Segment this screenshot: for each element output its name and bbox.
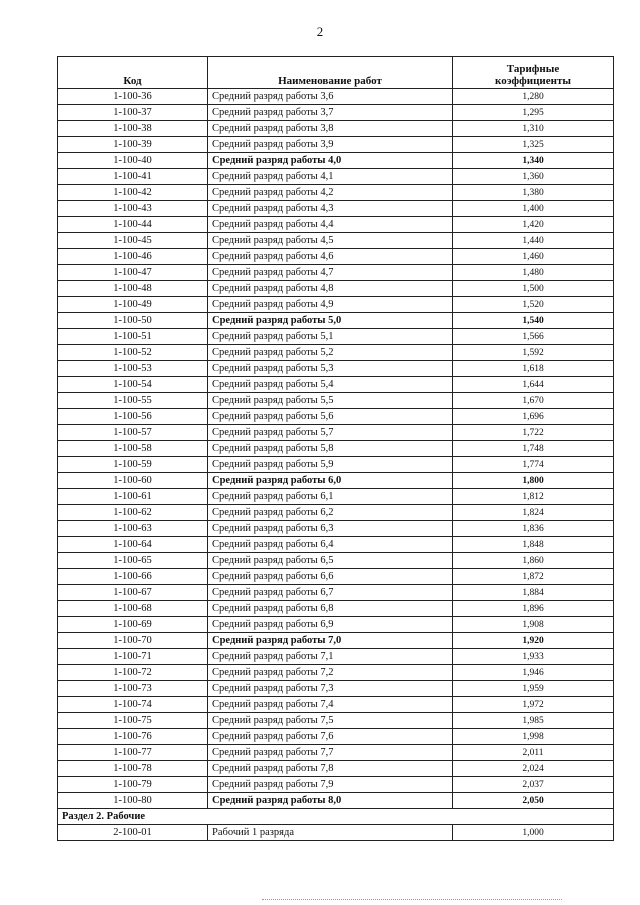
- table-row: [58, 393, 614, 409]
- table-row: [58, 345, 614, 361]
- table-row: [58, 457, 614, 473]
- table-row: [58, 745, 614, 761]
- row-name: Средний разряд работы 8,0: [208, 793, 453, 809]
- row-name: Средний разряд работы 6,9: [208, 617, 453, 633]
- row-coefficient: 1,972: [453, 697, 614, 713]
- table-row: [58, 297, 614, 313]
- table-row: [58, 585, 614, 601]
- section-row: [58, 809, 614, 825]
- row-name: Средний разряд работы 5,9: [208, 457, 453, 473]
- row-code: 1-100-64: [58, 537, 208, 553]
- row-name: Средний разряд работы 4,6: [208, 249, 453, 265]
- row-name: Средний разряд работы 4,4: [208, 217, 453, 233]
- table-row: [58, 281, 614, 297]
- row-coefficient: 1,884: [453, 585, 614, 601]
- row-coefficient: 1,566: [453, 329, 614, 345]
- row-code: 1-100-68: [58, 601, 208, 617]
- table-row: [58, 377, 614, 393]
- row-name: Средний разряд работы 3,9: [208, 137, 453, 153]
- row-coefficient: 1,295: [453, 105, 614, 121]
- row-code: 1-100-76: [58, 729, 208, 745]
- row-name: Средний разряд работы 5,4: [208, 377, 453, 393]
- table-row: [58, 601, 614, 617]
- row-name: Средний разряд работы 3,8: [208, 121, 453, 137]
- table-row: [58, 425, 614, 441]
- row-code: 1-100-52: [58, 345, 208, 361]
- row-code: 1-100-39: [58, 137, 208, 153]
- row-coefficient: 1,896: [453, 601, 614, 617]
- row-coefficient: 1,380: [453, 185, 614, 201]
- row-code: 1-100-44: [58, 217, 208, 233]
- row-code: 1-100-67: [58, 585, 208, 601]
- row-code: 1-100-55: [58, 393, 208, 409]
- row-code: 1-100-38: [58, 121, 208, 137]
- row-name: Средний разряд работы 4,8: [208, 281, 453, 297]
- row-code: 1-100-58: [58, 441, 208, 457]
- row-name: Средний разряд работы 7,5: [208, 713, 453, 729]
- header-name: Наименование работ: [208, 57, 453, 89]
- row-name: Средний разряд работы 7,1: [208, 649, 453, 665]
- table-row: [58, 537, 614, 553]
- row-code: 1-100-60: [58, 473, 208, 489]
- header-coef-line1: Тарифные: [506, 63, 560, 75]
- table-row: [58, 617, 614, 633]
- row-name: Средний разряд работы 7,6: [208, 729, 453, 745]
- table-row: [58, 697, 614, 713]
- table-row: [58, 793, 614, 809]
- row-name: Средний разряд работы 5,0: [208, 313, 453, 329]
- row-coefficient: 1,836: [453, 521, 614, 537]
- table-row: [58, 361, 614, 377]
- row-code: 1-100-69: [58, 617, 208, 633]
- row-coefficient: 2,037: [453, 777, 614, 793]
- row-code: 1-100-45: [58, 233, 208, 249]
- row-code: 1-100-73: [58, 681, 208, 697]
- row-code: 1-100-77: [58, 745, 208, 761]
- table-row: [58, 473, 614, 489]
- row-code: 1-100-42: [58, 185, 208, 201]
- row-coefficient: 1,400: [453, 201, 614, 217]
- tariff-table: [57, 56, 614, 841]
- row-code: 1-100-71: [58, 649, 208, 665]
- row-code: 1-100-78: [58, 761, 208, 777]
- row-coefficient: 1,360: [453, 169, 614, 185]
- row-coefficient: 1,592: [453, 345, 614, 361]
- row-code: 1-100-65: [58, 553, 208, 569]
- row-coefficient: 1,985: [453, 713, 614, 729]
- row-code: 1-100-49: [58, 297, 208, 313]
- table-row: [58, 121, 614, 137]
- row-code: 1-100-53: [58, 361, 208, 377]
- table-row: [58, 169, 614, 185]
- row-coefficient: 1,310: [453, 121, 614, 137]
- table-row: [58, 249, 614, 265]
- row-coefficient: 1,696: [453, 409, 614, 425]
- table-row: [58, 505, 614, 521]
- row-name: Средний разряд работы 5,8: [208, 441, 453, 457]
- row-name: Средний разряд работы 5,5: [208, 393, 453, 409]
- row-name: Средний разряд работы 5,1: [208, 329, 453, 345]
- row-coefficient: 2,024: [453, 761, 614, 777]
- row-name: Средний разряд работы 7,7: [208, 745, 453, 761]
- table-row: [58, 729, 614, 745]
- table-row: [58, 777, 614, 793]
- row-coefficient: 1,340: [453, 153, 614, 169]
- row-coefficient: 1,933: [453, 649, 614, 665]
- table-row: [58, 489, 614, 505]
- row-coefficient: 1,959: [453, 681, 614, 697]
- table-row: [58, 105, 614, 121]
- table-row: [58, 265, 614, 281]
- row-code: 1-100-48: [58, 281, 208, 297]
- row-coefficient: 1,920: [453, 633, 614, 649]
- table-row: [58, 313, 614, 329]
- table-row: [58, 89, 614, 105]
- row-coefficient: 2,011: [453, 745, 614, 761]
- table-body: [58, 89, 614, 841]
- row-coefficient: 1,618: [453, 361, 614, 377]
- table-row: [58, 761, 614, 777]
- row-code: 1-100-36: [58, 89, 208, 105]
- table-row: [58, 409, 614, 425]
- row-name: Средний разряд работы 5,2: [208, 345, 453, 361]
- row-name: Рабочий 1 разряда: [208, 825, 453, 841]
- row-coefficient: 1,460: [453, 249, 614, 265]
- row-code: 1-100-80: [58, 793, 208, 809]
- row-coefficient: 1,644: [453, 377, 614, 393]
- row-name: Средний разряд работы 5,3: [208, 361, 453, 377]
- table-row: [58, 153, 614, 169]
- page-number: 2: [316, 24, 324, 39]
- row-name: Средний разряд работы 3,6: [208, 89, 453, 105]
- table-row: [58, 217, 614, 233]
- row-coefficient: 1,280: [453, 89, 614, 105]
- row-code: 1-100-57: [58, 425, 208, 441]
- row-coefficient: 1,812: [453, 489, 614, 505]
- row-coefficient: 1,998: [453, 729, 614, 745]
- row-code: 1-100-66: [58, 569, 208, 585]
- row-code: 2-100-01: [58, 825, 208, 841]
- row-code: 1-100-70: [58, 633, 208, 649]
- row-name: Средний разряд работы 4,9: [208, 297, 453, 313]
- row-code: 1-100-63: [58, 521, 208, 537]
- row-code: 1-100-54: [58, 377, 208, 393]
- row-coefficient: 1,500: [453, 281, 614, 297]
- row-coefficient: 1,946: [453, 665, 614, 681]
- row-coefficient: 1,540: [453, 313, 614, 329]
- row-code: 1-100-74: [58, 697, 208, 713]
- row-code: 1-100-61: [58, 489, 208, 505]
- table-row: [58, 633, 614, 649]
- table-row: [58, 185, 614, 201]
- row-code: 1-100-41: [58, 169, 208, 185]
- row-coefficient: 1,520: [453, 297, 614, 313]
- header-coef-line2: коэффициенты: [495, 75, 571, 87]
- row-coefficient: 1,774: [453, 457, 614, 473]
- row-code: 1-100-59: [58, 457, 208, 473]
- row-coefficient: 1,480: [453, 265, 614, 281]
- row-name: Средний разряд работы 6,0: [208, 473, 453, 489]
- row-coefficient: 1,824: [453, 505, 614, 521]
- table-row: [58, 553, 614, 569]
- row-name: Средний разряд работы 6,3: [208, 521, 453, 537]
- row-coefficient: 1,800: [453, 473, 614, 489]
- row-code: 1-100-79: [58, 777, 208, 793]
- row-code: 1-100-72: [58, 665, 208, 681]
- row-code: 1-100-37: [58, 105, 208, 121]
- row-name: Средний разряд работы 6,5: [208, 553, 453, 569]
- row-name: Средний разряд работы 7,8: [208, 761, 453, 777]
- row-name: Средний разряд работы 6,8: [208, 601, 453, 617]
- row-code: 1-100-50: [58, 313, 208, 329]
- row-coefficient: 1,872: [453, 569, 614, 585]
- header-row: [58, 57, 614, 89]
- row-name: Средний разряд работы 6,1: [208, 489, 453, 505]
- table-row: [58, 649, 614, 665]
- header-code: Код: [58, 57, 208, 89]
- table-row: [58, 329, 614, 345]
- row-name: Средний разряд работы 4,1: [208, 169, 453, 185]
- row-name: Средний разряд работы 4,5: [208, 233, 453, 249]
- row-name: Средний разряд работы 7,4: [208, 697, 453, 713]
- table-row: [58, 681, 614, 697]
- row-code: 1-100-75: [58, 713, 208, 729]
- row-code: 1-100-51: [58, 329, 208, 345]
- row-name: Средний разряд работы 4,0: [208, 153, 453, 169]
- row-name: Средний разряд работы 7,0: [208, 633, 453, 649]
- table-row: [58, 569, 614, 585]
- row-name: Средний разряд работы 4,2: [208, 185, 453, 201]
- row-name: Средний разряд работы 6,7: [208, 585, 453, 601]
- row-name: Средний разряд работы 5,6: [208, 409, 453, 425]
- row-code: 1-100-56: [58, 409, 208, 425]
- bottom-rule: [262, 899, 562, 900]
- row-coefficient: 1,670: [453, 393, 614, 409]
- row-coefficient: 1,440: [453, 233, 614, 249]
- row-code: 1-100-46: [58, 249, 208, 265]
- row-name: Средний разряд работы 6,6: [208, 569, 453, 585]
- table-row: [58, 233, 614, 249]
- row-name: Средний разряд работы 6,2: [208, 505, 453, 521]
- row-code: 1-100-62: [58, 505, 208, 521]
- row-coefficient: 1,000: [453, 825, 614, 841]
- row-name: Средний разряд работы 3,7: [208, 105, 453, 121]
- table-row: [58, 521, 614, 537]
- header-coefficients: [453, 57, 614, 89]
- row-coefficient: 1,420: [453, 217, 614, 233]
- table-row: [58, 825, 614, 841]
- row-coefficient: 1,722: [453, 425, 614, 441]
- row-name: Средний разряд работы 6,4: [208, 537, 453, 553]
- row-name: Средний разряд работы 4,7: [208, 265, 453, 281]
- row-name: Средний разряд работы 7,2: [208, 665, 453, 681]
- row-coefficient: 1,325: [453, 137, 614, 153]
- row-name: Средний разряд работы 7,3: [208, 681, 453, 697]
- table-row: [58, 137, 614, 153]
- table-row: [58, 201, 614, 217]
- row-coefficient: 1,848: [453, 537, 614, 553]
- row-coefficient: 2,050: [453, 793, 614, 809]
- row-coefficient: 1,908: [453, 617, 614, 633]
- section-title: Раздел 2. Рабочие: [58, 809, 614, 825]
- row-code: 1-100-43: [58, 201, 208, 217]
- row-name: Средний разряд работы 5,7: [208, 425, 453, 441]
- table-row: [58, 441, 614, 457]
- row-code: 1-100-47: [58, 265, 208, 281]
- table-row: [58, 713, 614, 729]
- row-coefficient: 1,748: [453, 441, 614, 457]
- row-name: Средний разряд работы 4,3: [208, 201, 453, 217]
- table-header: [58, 57, 614, 89]
- row-coefficient: 1,860: [453, 553, 614, 569]
- table-row: [58, 665, 614, 681]
- row-code: 1-100-40: [58, 153, 208, 169]
- row-name: Средний разряд работы 7,9: [208, 777, 453, 793]
